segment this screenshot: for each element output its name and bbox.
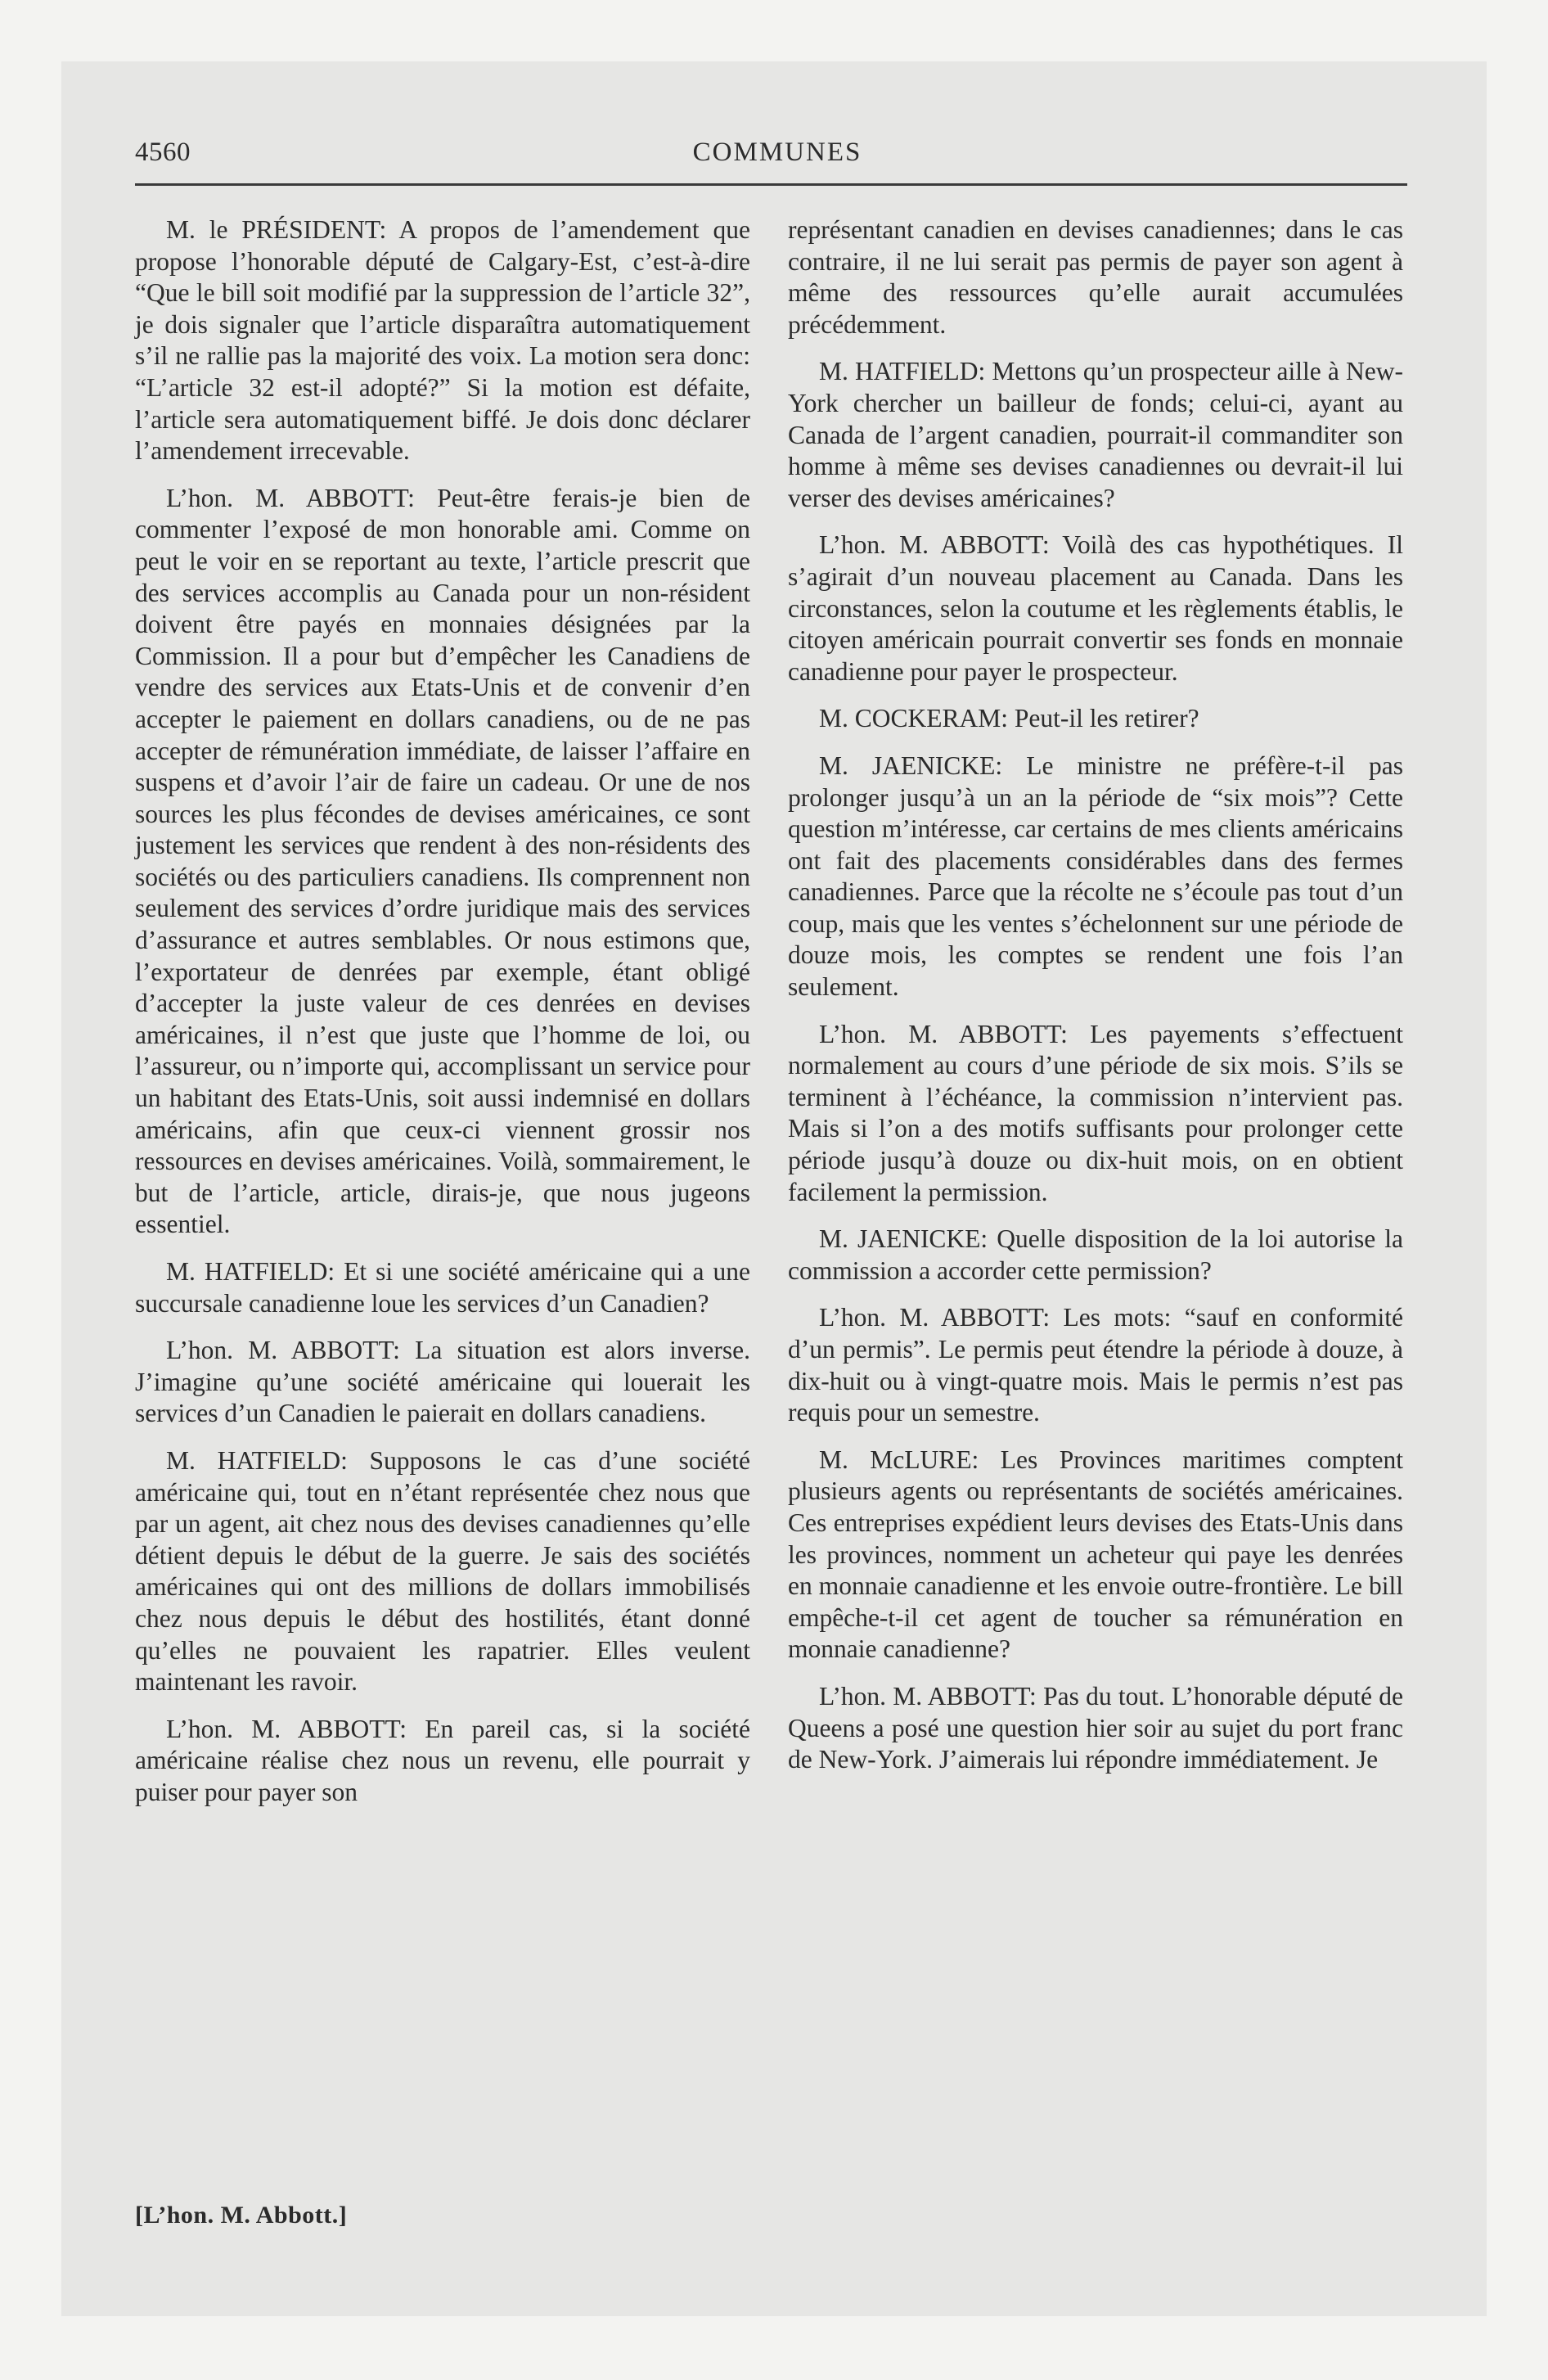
paragraph: représentant canadien en devises canadiennes; dans le cas contraire, il ne lui serait pas permis de payer son agent à même des ressources qu’elle aurait accumulées précédemment. — [788, 215, 1403, 339]
paragraph: L’hon. M. ABBOTT: Les mots: “sauf en conformité d’un permis”. Le permis peut étendre la période à douze, à dix-huit ou à vingt-quatre mois. Mais le permis n’est pas requis pour un semestre. — [788, 1303, 1403, 1427]
paragraph: M. McLURE: Les Provinces maritimes comptent plusieurs agents ou représentants de sociétés américaines. Ces entreprises expédient leurs devises des Etats-Unis dans les provinces, nomment un acheteur qui paye les denrées en monnaie canadienne et les envoie outre-frontière. Le bill empêche-t-il cet agent de toucher sa rémunération en monnaie canadienne? — [788, 1445, 1403, 1664]
paragraph: M. COCKERAM: Peut-il les retirer? — [819, 704, 1199, 733]
page-number: 4560 — [135, 137, 191, 167]
paragraph: M. JAENICKE: Le ministre ne préfère-t-il pas prolonger jusqu’à un an la période de “six mois”? Cette question m’intéresse, car certains de mes clients américains ont fait des placements considérables dans des fermes canadiennes. Parce que la récolte ne s’écoule pas tout d’un coup, mais que les ventes s’échelonnent sur une période de douze mois, les comptes se rendent une fois l’an seulement. — [788, 751, 1403, 1002]
right-column — [788, 214, 1403, 2232]
paragraph: L’hon. M. ABBOTT: Voilà des cas hypothétiques. Il s’agirait d’un nouveau placement au Canada. Dans les circonstances, selon la coutume et les règlements établis, le citoyen américain pourrait convertir ses fonds en monnaie canadienne pour payer le prospecteur. — [788, 530, 1403, 686]
running-title: COMMUNES — [692, 137, 862, 167]
paragraph: M. HATFIELD: Mettons qu’un prospecteur aille à New-York chercher un bailleur de fonds; celui-ci, ayant au Canada de l’argent canadien, pourrait-il commanditer son homme à même ses devises canadiennes ou devrait-il lui verser des devises américaines? — [788, 357, 1403, 512]
paragraph: M. JAENICKE: Quelle disposition de la loi autorise la commission a accorder cette permission? — [788, 1224, 1403, 1285]
paragraph: L’hon. M. ABBOTT: La situation est alors inverse. J’imagine qu’une société américaine qui louerait les services d’un Canadien le paierait en dollars canadiens. — [135, 1336, 750, 1428]
paragraph: M. le PRÉSIDENT: A propos de l’amendement que propose l’honorable député de Calgary-Est, c’est-à-dire “Que le bill soit modifié par la suppression de l’article 32”, je dois signaler que l’article disparaîtra automatiquement s’il ne rallie pas la majorité des voix. La motion sera donc: “L’article 32 est-il adopté?” Si la motion est défaite, l’article sera automatiquement biffé. Je dois donc déclarer l’amendement irrecevable. — [135, 215, 750, 466]
page-header — [135, 137, 1420, 178]
paragraph: L’hon. M. ABBOTT: Les payements s’effectuent normalement au cours d’une période de six mois. S’ils se terminent à l’échéance, la commission n’intervient pas. Mais si l’on a des motifs suffisants pour prolonger cette période jusqu’à douze ou dix-huit mois, on en obtient facilement la permission. — [788, 1019, 1403, 1206]
paragraph: M. HATFIELD: Supposons le cas d’une société américaine qui, tout en n’étant représentée chez nous que par un agent, ait chez nous des devises canadiennes qu’elle détient depuis le début de la guerre. Je sais des sociétés américaines qui ont des millions de dollars immobilisés chez nous depuis le début des hostilités, étant donné qu’elles ne pouvaient les rapatrier. Elles veulent maintenant les ravoir. — [135, 1445, 750, 1697]
paragraph: L’hon. M. ABBOTT: En pareil cas, si la société américaine réalise chez nous un revenu, elle pourrait y puiser pour payer son — [135, 1714, 750, 1806]
paragraph: L’hon. M. ABBOTT: Pas du tout. L’honorable député de Queens a posé une question hier soir au sujet du port franc de New-York. J’aimerais lui répondre immédiatement. Je — [788, 1681, 1403, 1774]
paragraph: L’hon. M. ABBOTT: Peut-être ferais-je bien de commenter l’exposé de mon honorable ami. Comme on peut le voir en se reportant au texte, l’article prescrit que des services accomplis au Canada pour un non-résident doivent être payés en monnaies désignées par la Commission. Il a pour but d’empêcher les Canadiens de vendre des services aux Etats-Unis et de convenir d’en accepter le paiement en dollars canadiens, ou de ne pas accepter de rémunération immédiate, de laisser l’affaire en suspens et d’avoir l’air de faire un cadeau. Or une de nos sources les plus fécondes de devises américaines, ce sont justement les services que rendent à des non-résidents des sociétés ou des particuliers canadiens. Ils comprennent non seulement des services d’ordre juridique mais des services d’assurance et autres semblables. Or nous estimons que, l’exportateur de denrées par exemple, étant obligé d’accepter la juste valeur de ces denrées en devises américaines, il n’est que juste que l’homme de loi, ou l’assureur, ou n’importe qui, accomplissant un service pour un habitant des Etats-Unis, soit aussi indemnisé en dollars américains, afin que ceux-ci viennent grossir nos ressources en devises américaines. Voilà, sommairement, le but de l’article, article, dirais-je, que nous jugeons essentiel. — [135, 483, 750, 1239]
left-column — [135, 214, 750, 2232]
paragraph: M. HATFIELD: Et si une société américaine qui a une succursale canadienne loue les services d’un Canadien? — [135, 1257, 750, 1318]
header-rule — [135, 183, 1407, 186]
speaker-tag: [L’hon. M. Abbott.] — [135, 2202, 348, 2229]
